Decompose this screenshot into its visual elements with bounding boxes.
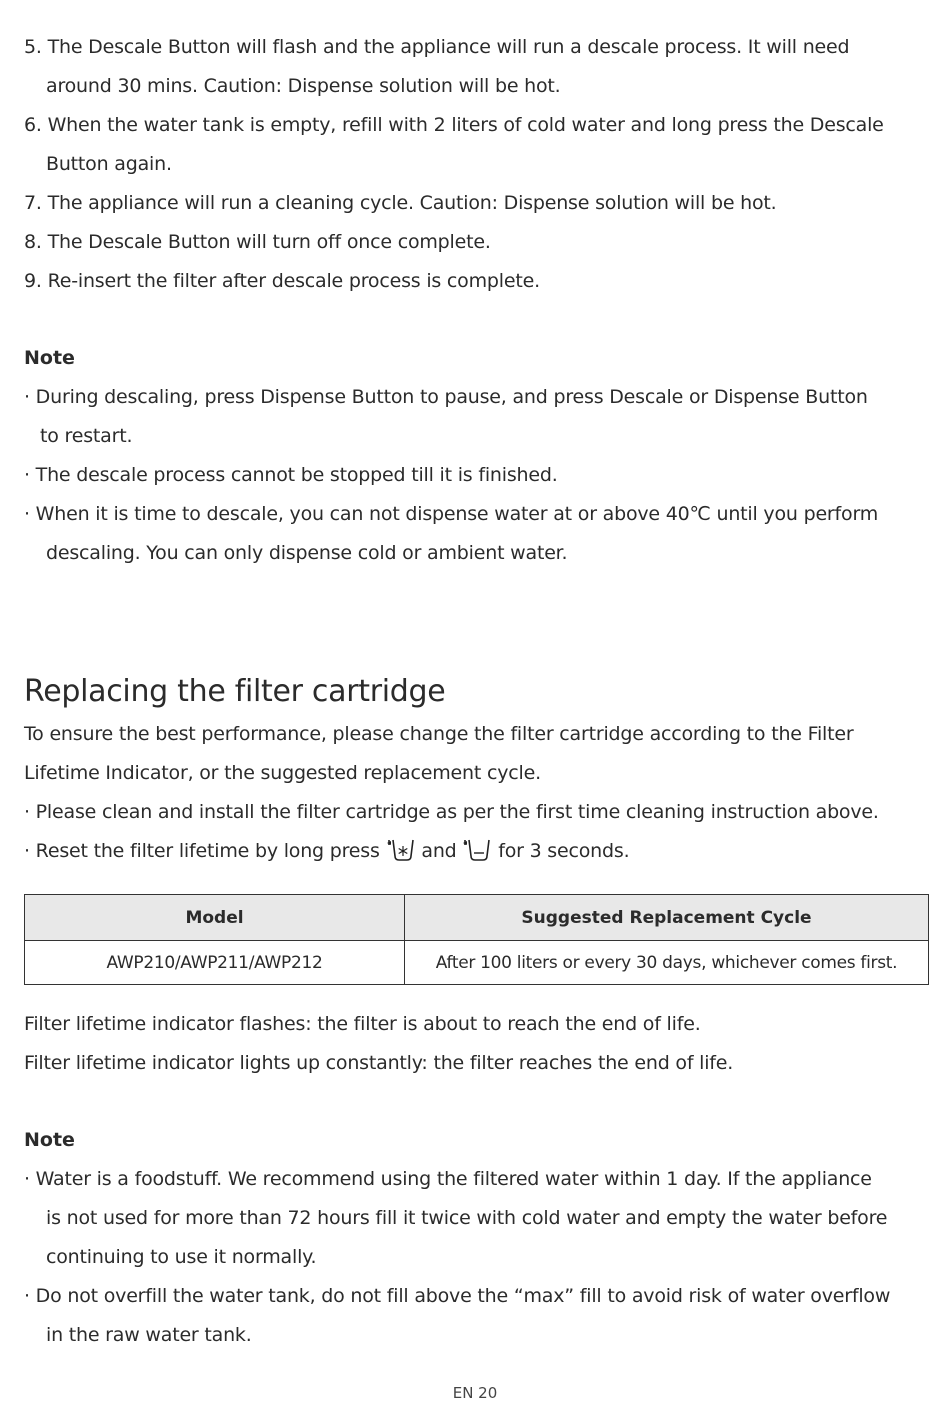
- step-8: 8. The Descale Button will turn off once complete.: [24, 231, 491, 253]
- section-intro-2: Lifetime Indicator, or the suggested replacement cycle.: [24, 762, 541, 784]
- note-bullet-foodstuff-cont-2: continuing to use it normally.: [46, 1246, 317, 1268]
- reset-text-pre: · Reset the filter lifetime by long press: [24, 840, 380, 862]
- step-9: 9. Re-insert the filter after descale process is complete.: [24, 270, 540, 292]
- table-header-row: [25, 895, 929, 941]
- table-header-cycle: Suggested Replacement Cycle: [405, 895, 929, 941]
- step-7: 7. The appliance will run a cleaning cycle. Caution: Dispense solution will be hot.: [24, 192, 777, 214]
- note-bullet-foodstuff: · Water is a foodstuff. We recommend using the filtered water within 1 day. If the appliance: [24, 1168, 872, 1190]
- section-intro-1: To ensure the best performance, please change the filter cartridge according to the Filter: [24, 723, 854, 745]
- note-bullet-temperature-cont: descaling. You can only dispense cold or ambient water.: [46, 542, 568, 564]
- step-5-line-2: around 30 mins. Caution: Dispense solution will be hot.: [46, 75, 561, 97]
- reset-text-post: for 3 seconds.: [498, 840, 630, 862]
- note-bullet-overfill-cont: in the raw water tank.: [46, 1324, 252, 1346]
- note-bullet-no-stop: · The descale process cannot be stopped till it is finished.: [24, 464, 558, 486]
- note-title: Note: [24, 1129, 75, 1151]
- indicator-constant: Filter lifetime indicator lights up constantly: the filter reaches the end of life.: [24, 1052, 734, 1074]
- indicator-flashes: Filter lifetime indicator flashes: the filter is about to reach the end of life.: [24, 1013, 701, 1035]
- note-title: Note: [24, 347, 75, 369]
- bullet-clean-install: · Please clean and install the filter cartridge as per the first time cleaning instruction above.: [24, 801, 879, 823]
- note-bullet-pause-cont: to restart.: [40, 425, 133, 447]
- table-cell-cycle: After 100 liters or every 30 days, whichever comes first.: [405, 941, 929, 985]
- note-descaling: [24, 339, 929, 573]
- section-title: Replacing the filter cartridge: [24, 674, 446, 709]
- cold-water-button-icon: [386, 836, 416, 862]
- note-bullet-temperature: · When it is time to descale, you can not dispense water at or above 40℃ until you perform: [24, 503, 879, 525]
- note-water: [24, 1121, 929, 1355]
- table-header-model: Model: [25, 895, 405, 941]
- step-5-line-1: 5. The Descale Button will flash and the appliance will run a descale process. It will need: [24, 36, 850, 58]
- descale-steps: [24, 28, 929, 301]
- replacement-cycle-table: [24, 894, 929, 985]
- step-6-line-1: 6. When the water tank is empty, refill with 2 liters of cold water and long press the Descale: [24, 114, 884, 136]
- note-bullet-pause: · During descaling, press Dispense Button to pause, and press Descale or Dispense Button: [24, 386, 868, 408]
- bullet-reset-lifetime: [24, 832, 929, 871]
- note-bullet-overfill: · Do not overfill the water tank, do not fill above the “max” fill to avoid risk of water overflow: [24, 1285, 891, 1307]
- table-cell-model: AWP210/AWP211/AWP212: [25, 941, 405, 985]
- ambient-water-button-icon: [462, 836, 492, 862]
- step-6-line-2: Button again.: [46, 153, 172, 175]
- page-number: EN 20: [452, 1384, 498, 1402]
- reset-text-and: and: [421, 840, 457, 862]
- manual-page: [24, 28, 929, 1355]
- table-row: [25, 941, 929, 985]
- note-bullet-foodstuff-cont-1: is not used for more than 72 hours fill it twice with cold water and empty the water before: [46, 1207, 888, 1229]
